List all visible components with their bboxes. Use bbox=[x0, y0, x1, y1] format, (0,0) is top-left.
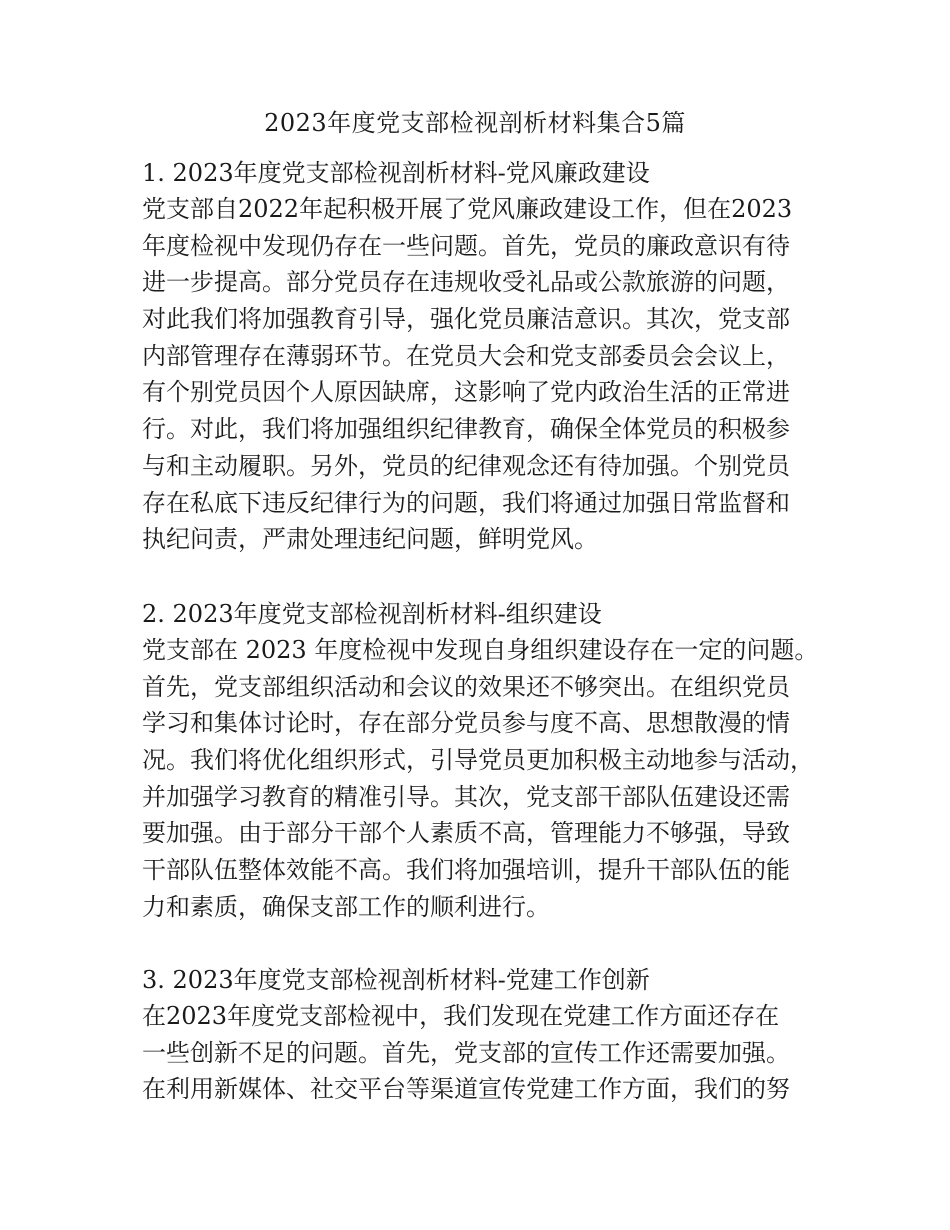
paragraph-line: 年度检视中发现仍存在一些问题。首先，党员的廉政意识有待 bbox=[142, 231, 790, 260]
paragraph-line: 学习和集体讨论时，存在部分党员参与度不高、思想散漫的情 bbox=[142, 709, 790, 738]
paragraph-line: 在利用新媒体、社交平台等渠道宣传党建工作方面，我们的努 bbox=[142, 1075, 790, 1104]
paragraph-line: 有个别党员因个人原因缺席，这影响了党内政治生活的正常进 bbox=[142, 378, 790, 407]
section-heading: 3. 2023年度党支部检视剖析材料-党建工作创新 bbox=[142, 966, 650, 994]
paragraph-line: 内部管理存在薄弱环节。在党员大会和党支部委员会会议上， bbox=[142, 341, 790, 370]
paragraph-line: 首先，党支部组织活动和会议的效果还不够突出。在组织党员 bbox=[142, 672, 790, 701]
paragraph-line: 要加强。由于部分干部个人素质不高，管理能力不够强，导致 bbox=[142, 819, 790, 848]
section-heading: 1. 2023年度党支部检视剖析材料-党风廉政建设 bbox=[142, 159, 650, 187]
paragraph-line: 况。我们将优化组织形式，引导党员更加积极主动地参与活动， bbox=[142, 746, 814, 775]
paragraph-line: 在2023年度党支部检视中，我们发现在党建工作方面还存在 bbox=[142, 1002, 780, 1030]
paragraph-line: 党支部自2022年起积极开展了党风廉政建设工作，但在2023 bbox=[142, 195, 793, 223]
paragraph-line: 并加强学习教育的精准引导。其次，党支部干部队伍建设还需 bbox=[142, 782, 790, 811]
paragraph-line: 党支部在 2023 年度检视中发现自身组织建设存在一定的问题。 bbox=[142, 636, 819, 664]
paragraph-line: 力和素质，确保支部工作的顺利进行。 bbox=[142, 892, 550, 921]
paragraph-line: 存在私底下违反纪律行为的问题，我们将通过加强日常监督和 bbox=[142, 488, 790, 517]
section-innovation bbox=[142, 962, 842, 1108]
section-organization bbox=[142, 596, 842, 926]
paragraph-line: 进一步提高。部分党员存在违规收受礼品或公款旅游的问题， bbox=[142, 268, 790, 297]
paragraph-line: 一些创新不足的问题。首先，党支部的宣传工作还需要加强。 bbox=[142, 1038, 790, 1067]
paragraph-line: 与和主动履职。另外，党员的纪律观念还有待加强。个别党员 bbox=[142, 451, 790, 480]
paragraph-line: 行。对此，我们将加强组织纪律教育，确保全体党员的积极参 bbox=[142, 415, 790, 444]
section-heading: 2. 2023年度党支部检视剖析材料-组织建设 bbox=[142, 600, 602, 628]
paragraph-line: 干部队伍整体效能不高。我们将加强培训，提升干部队伍的能 bbox=[142, 856, 790, 885]
paragraph-line: 对此我们将加强教育引导，强化党员廉洁意识。其次，党支部 bbox=[142, 305, 790, 334]
document-title: 2023年度党支部检视剖析材料集合5篇 bbox=[264, 109, 686, 137]
paragraph-line: 执纪问责，严肃处理违纪问题，鲜明党风。 bbox=[142, 525, 598, 554]
section-party-conduct bbox=[142, 155, 842, 558]
